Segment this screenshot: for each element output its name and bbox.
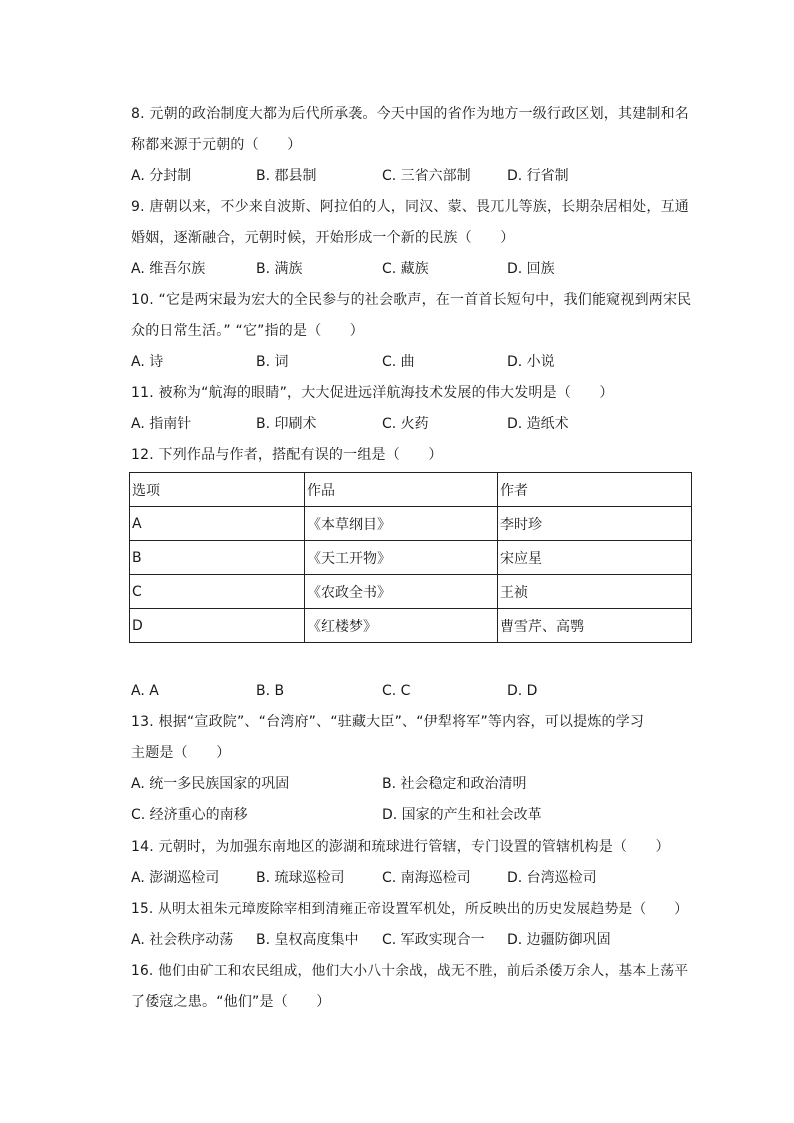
table-cell: 宋应星	[498, 541, 692, 575]
q12-text-line1: 12. 下列作品与作者，搭配有误的一组是（ ）	[131, 447, 443, 463]
q10-text-line1: 10. “它是两宋最为宏大的全民参与的社会歌声，在一首首长短句中，我们能窥视到两宋民	[131, 292, 692, 308]
table-cell: A	[130, 507, 305, 541]
q14-option-c[interactable]: C. 南海巡检司	[382, 870, 471, 886]
q10-options	[131, 352, 691, 372]
q8-text-line1: 8. 元朝的政治制度大都为后代所承袭。今天中国的省作为地方一级行政区划，其建制和名	[131, 106, 690, 122]
q9-text-line1: 9. 唐朝以来，不少来自波斯、阿拉伯的人，同汉、蒙、畏兀儿等族，长期杂居相处，互通	[131, 199, 690, 215]
table-cell: 曹雪芹、高鹗	[498, 609, 692, 643]
q10-option-a[interactable]: A. 诗	[131, 354, 164, 370]
q11-option-b[interactable]: B. 印刷术	[256, 416, 317, 432]
table-row	[130, 507, 692, 541]
q10-option-d[interactable]: D. 小说	[507, 354, 555, 370]
q8-option-d[interactable]: D. 行省制	[507, 168, 569, 184]
table-cell: 《天工开物》	[305, 541, 498, 575]
q15-option-b[interactable]: B. 皇权高度集中	[256, 932, 359, 948]
q13-option-b[interactable]: B. 社会稳定和政治清明	[382, 776, 527, 792]
q13-options-row2	[131, 805, 691, 825]
q10-option-b[interactable]: B. 词	[256, 354, 289, 370]
q13-option-d[interactable]: D. 国家的产生和社会改革	[382, 807, 542, 823]
table-cell: D	[130, 609, 305, 643]
q12-table	[129, 472, 692, 643]
q8-option-a[interactable]: A. 分封制	[131, 168, 192, 184]
q15-text-line1: 15. 从明太祖朱元璋废除宰相到清雍正帝设置军机处，所反映出的历史发展趋势是（ ）	[131, 901, 689, 917]
q13-option-c[interactable]: C. 经济重心的南移	[131, 807, 248, 823]
q15-option-a[interactable]: A. 社会秩序动荡	[131, 932, 234, 948]
table-cell: 王祯	[498, 575, 692, 609]
q10-text-line2: 众的日常生活。” “它”指的是（ ）	[131, 323, 365, 339]
q11-options	[131, 414, 691, 434]
q14-options	[131, 868, 691, 888]
table-cell: 《红楼梦》	[305, 609, 498, 643]
q14-option-a[interactable]: A. 澎湖巡检司	[131, 870, 220, 886]
q8-option-b[interactable]: B. 郡县制	[256, 168, 317, 184]
q9-option-b[interactable]: B. 满族	[256, 261, 303, 277]
q12-option-d[interactable]: D. D	[507, 683, 538, 699]
q15-option-c[interactable]: C. 军政实现合一	[382, 932, 485, 948]
q11-option-d[interactable]: D. 造纸术	[507, 416, 569, 432]
q9-option-c[interactable]: C. 藏族	[382, 261, 429, 277]
q11-option-a[interactable]: A. 指南针	[131, 416, 192, 432]
table-cell: B	[130, 541, 305, 575]
table-cell: 李时珍	[498, 507, 692, 541]
table-row	[130, 541, 692, 575]
q16-text-line2: 了倭寇之患。“他们”是（ ）	[131, 994, 331, 1010]
table-cell: C	[130, 575, 305, 609]
q12-options	[131, 681, 691, 701]
q10-option-c[interactable]: C. 曲	[382, 354, 415, 370]
table-row	[130, 575, 692, 609]
q9-options	[131, 259, 691, 279]
q13-text-line2: 主题是（ ）	[131, 745, 231, 761]
table-header-cell: 作品	[305, 473, 498, 507]
table-header-row	[130, 473, 692, 507]
q13-option-a[interactable]: A. 统一多民族国家的巩固	[131, 776, 290, 792]
q15-options	[131, 930, 691, 950]
q13-text-line1: 13. 根据“宣政院”、“台湾府”、“驻藏大臣”、“伊犁将军”等内容，可以提炼的学习	[131, 714, 645, 730]
q8-option-c[interactable]: C. 三省六部制	[382, 168, 471, 184]
q15-option-d[interactable]: D. 边疆防御巩固	[507, 932, 611, 948]
q9-option-a[interactable]: A. 维吾尔族	[131, 261, 206, 277]
table-row	[130, 609, 692, 643]
q12-option-c[interactable]: C. C	[382, 683, 411, 699]
q9-text-line2: 婚姻，逐渐融合，元朝时候，开始形成一个新的民族（ ）	[131, 230, 515, 246]
q9-option-d[interactable]: D. 回族	[507, 261, 555, 277]
table-header-cell: 选项	[130, 473, 305, 507]
table-cell: 《本草纲目》	[305, 507, 498, 541]
q12-option-b[interactable]: B. B	[256, 683, 285, 699]
table-header-cell: 作者	[498, 473, 692, 507]
q8-options	[131, 166, 691, 186]
q16-text-line1: 16. 他们由矿工和农民组成，他们大小八十余战，战无不胜，前后杀倭万余人，基本上荡平	[131, 963, 689, 979]
q14-text-line1: 14. 元朝时，为加强东南地区的澎湖和琉球进行管辖，专门设置的管辖机构是（ ）	[131, 839, 670, 855]
q11-option-c[interactable]: C. 火药	[382, 416, 429, 432]
q8-text-line2: 称都来源于元朝的（ ）	[131, 137, 302, 153]
q14-option-d[interactable]: D. 台湾巡检司	[507, 870, 597, 886]
q13-options-row1	[131, 774, 691, 794]
table-cell: 《农政全书》	[305, 575, 498, 609]
q12-option-a[interactable]: A. A	[131, 683, 159, 699]
q11-text-line1: 11. 被称为“航海的眼睛”，大大促进远洋航海技术发展的伟大发明是（ ）	[131, 385, 614, 401]
q14-option-b[interactable]: B. 琉球巡检司	[256, 870, 345, 886]
